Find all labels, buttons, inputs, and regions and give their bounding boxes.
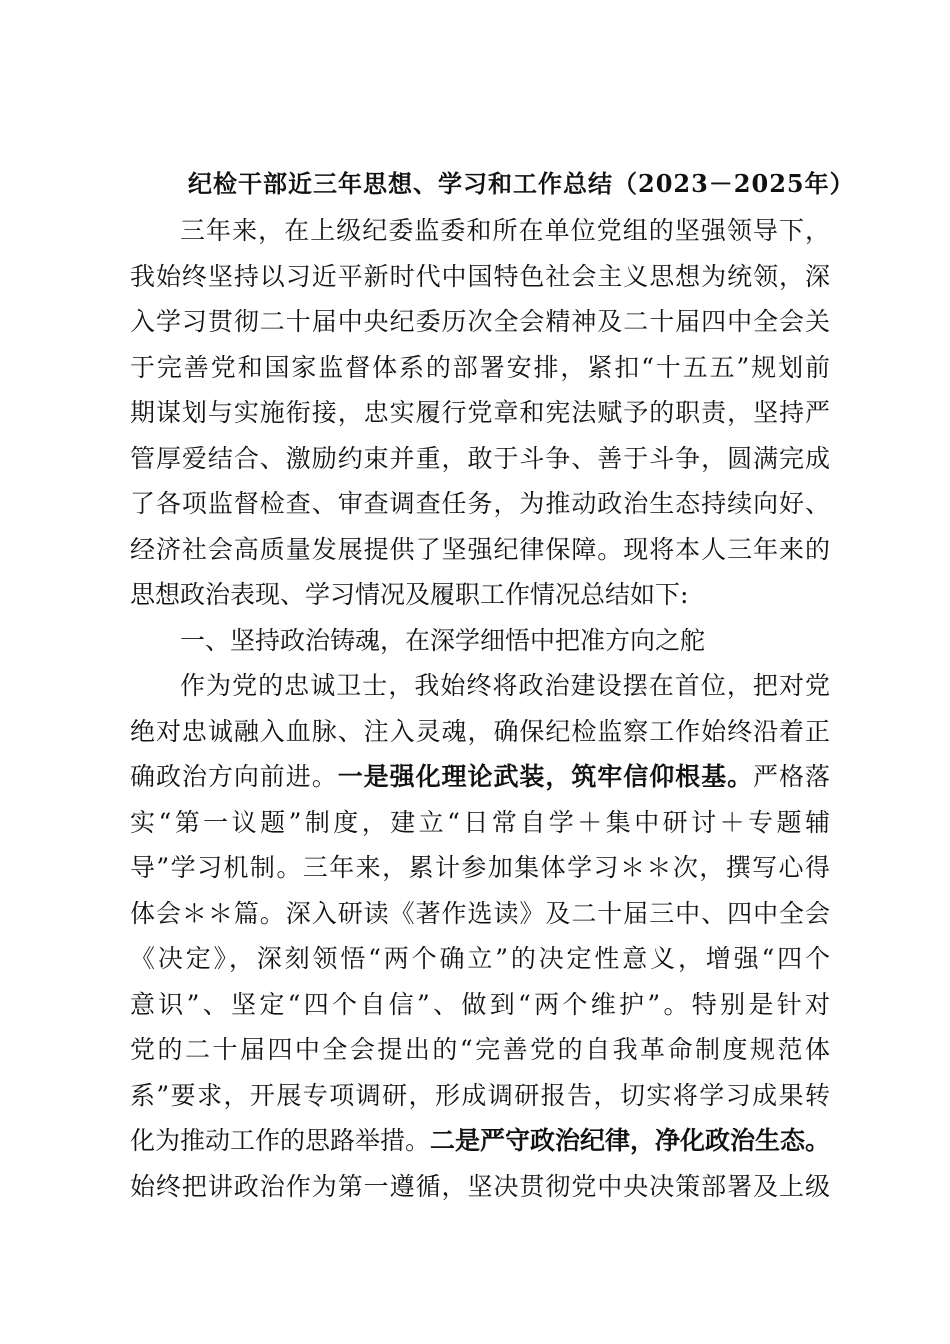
intro-line-2: 我始终坚持以习近平新时代中国特色社会主义思想为统领，深 bbox=[130, 261, 830, 291]
intro-line-7: 了各项监督检查、审查调查任务，为推动政治生态持续向好、 bbox=[130, 489, 830, 518]
section1-line-11 bbox=[130, 1118, 830, 1164]
bold-point-two: 二是严守政治纪律，净化政治生态。 bbox=[430, 1126, 831, 1155]
intro-line-6: 管厚爱结合、激励约束并重，敢于斗争、善于斗争，圆满完成 bbox=[130, 443, 830, 473]
line-plain-text: 确政治方向前进。 bbox=[130, 762, 338, 791]
section1-line-3 bbox=[130, 754, 830, 800]
intro-line-4: 于完善党和国家监督体系的部署安排，紧扣“十五五”规划前 bbox=[130, 352, 830, 382]
section1-line-10: 系”要求，开展专项调研，形成调研报告，切实将学习成果转 bbox=[130, 1080, 830, 1110]
section1-line-5: 导”学习机制。三年来，累计参加集体学习＊＊次，撰写心得 bbox=[130, 853, 830, 882]
section1-line-6: 体会＊＊篇。深入研读《著作选读》及二十届三中、四中全会 bbox=[130, 898, 830, 928]
bold-point-one: 一是强化理论武装，筑牢信仰根基。 bbox=[337, 762, 754, 791]
section1-line-7: 《决定》，深刻领悟“两个确立”的决定性意义，增强“四个 bbox=[130, 944, 830, 973]
intro-line-5: 期谋划与实施衔接，忠实履行党章和宪法赋予的职责，坚持严 bbox=[130, 398, 830, 427]
line-plain-text: 化为推动工作的思路举措。 bbox=[130, 1126, 431, 1155]
section1-line-12: 始终把讲政治作为第一遵循，坚决贯彻党中央决策部署及上级 bbox=[130, 1171, 830, 1201]
section1-line-1: 作为党的忠诚卫士，我始终将政治建设摆在首位，把对党 bbox=[180, 671, 830, 700]
document-body bbox=[130, 208, 830, 1209]
section1-line-8: 意识”、坚定“四个自信”、做到“两个维护”。特别是针对 bbox=[130, 989, 830, 1019]
section1-line-9: 党的二十届四中全会提出的“完善党的自我革命制度规范体 bbox=[130, 1035, 830, 1064]
intro-line-3: 入学习贯彻二十届中央纪委历次全会精神及二十届四中全会关 bbox=[130, 307, 830, 336]
section-heading-1: 一、坚持政治铸魂，在深学细悟中把准方向之舵 bbox=[180, 625, 706, 655]
section1-line-4: 实“第一议题”制度，建立“日常自学＋集中研讨＋专题辅 bbox=[130, 807, 830, 837]
intro-line-8: 经济社会高质量发展提供了坚强纪律保障。现将本人三年来的 bbox=[130, 534, 830, 564]
intro-line-1: 三年来，在上级纪委监委和所在单位党组的坚强领导下， bbox=[180, 216, 830, 245]
line-tail-text: 严格落 bbox=[753, 762, 830, 791]
section1-line-2: 绝对忠诚融入血脉、注入灵魂，确保纪检监察工作始终沿着正 bbox=[130, 716, 830, 746]
document-title: 纪检干部近三年思想、学习和工作总结（2023－2025年） bbox=[188, 169, 855, 198]
intro-line-9: 思想政治表现、学习情况及履职工作情况总结如下: bbox=[130, 580, 689, 609]
